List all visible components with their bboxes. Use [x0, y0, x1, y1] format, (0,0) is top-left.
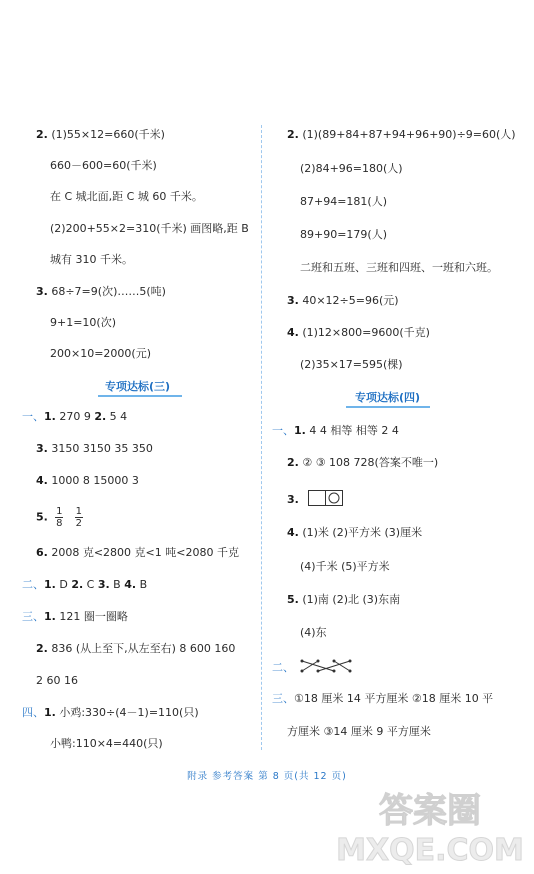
s3-row4: 5. $\frac{1}{8}$ $\frac{1}{2}$ [36, 506, 83, 529]
watermark-logo [330, 780, 530, 870]
r-q2-line4: 89+90=179(人) [300, 228, 388, 241]
column-divider [261, 125, 262, 750]
r-q4-line1: 4. (1)12×800=9600(千克) [287, 326, 430, 339]
q2-line4: (2)200+55×2=310(千米) 画图略,距 B [50, 222, 249, 235]
s3-row5: 6. 2008 克<2800 克<1 吨<2080 千克 [36, 546, 239, 559]
q2-line5: 城有 310 千米。 [50, 253, 133, 266]
q3-line1: 3. 68÷7=9(次)……5(吨) [36, 285, 166, 298]
s4-row1: 一、1. 4 4 相等 相等 2 4 [272, 424, 399, 437]
section-underline-4 [346, 406, 430, 408]
square-circle-figure [308, 490, 344, 510]
s4-row8: 二、 [272, 658, 354, 678]
section-underline-3 [98, 395, 182, 397]
matching-lines-figure [298, 658, 354, 678]
s3-row3: 4. 1000 8 15000 3 [36, 474, 139, 487]
s3-row6: 二、1. D 2. C 3. B 4. B [22, 578, 148, 591]
section-title-4: 专项达标(四) [355, 391, 421, 404]
s3-row11: 小鸭:110×4=440(只) [50, 737, 163, 750]
r-q2-line3: 87+94=181(人) [300, 195, 388, 208]
s3-row9: 2 60 16 [36, 674, 78, 687]
s3-row1: 一、1. 270 9 2. 5 4 [22, 410, 128, 423]
r-q2-line5: 二班和五班、三班和四班、一班和六班。 [300, 261, 498, 274]
r-q2-line1: 2. (1)(89+84+87+94+96+90)÷9=60(人) [287, 128, 516, 141]
s3-row7: 三、1. 121 圈一圈略 [22, 610, 128, 623]
page-footer: 附录 参考答案 第 8 页(共 12 页) [187, 771, 347, 782]
s4-row7: (4)东 [300, 626, 327, 639]
s3-row8: 2. 836 (从上至下,从左至右) 8 600 160 [36, 642, 236, 655]
q2-line3: 在 C 城北面,距 C 城 60 千米。 [50, 190, 203, 203]
s4-row6: 5. (1)南 (2)北 (3)东南 [287, 593, 401, 606]
s4-row5: (4)千米 (5)平方米 [300, 560, 390, 573]
s3-row2: 3. 3150 3150 35 350 [36, 442, 153, 455]
s4-row2: 2. ② ③ 108 728(答案不唯一) [287, 456, 439, 469]
svg-text:MXQE.COM: MXQE.COM [336, 833, 524, 868]
fraction-1-8: $\frac{1}{8}$ [56, 506, 63, 529]
section-title-3: 专项达标(三) [105, 380, 171, 393]
q2-line1: 2. (1)55×12=660(千米) [36, 128, 165, 141]
s3-row10: 四、1. 小鸡:330÷(4－1)=110(只) [22, 706, 199, 719]
q2-line2: 660－600=60(千米) [50, 159, 157, 172]
r-q4-line2: (2)35×17=595(棵) [300, 358, 403, 371]
r-q2-line2: (2)84+96=180(人) [300, 162, 403, 175]
r-q3: 3. 40×12÷5=96(元) [287, 294, 399, 307]
s4-row4: 4. (1)米 (2)平方米 (3)厘米 [287, 526, 423, 539]
q3-line3: 200×10=2000(元) [50, 347, 152, 360]
s4-row9: 三、①18 厘米 14 平方厘米 ②18 厘米 10 平 [272, 692, 494, 705]
fraction-1-2: $\frac{1}{2}$ [75, 506, 83, 529]
s4-row3: 3. [287, 490, 344, 510]
q3-line2: 9+1=10(次) [50, 316, 117, 329]
svg-text:答案圈: 答案圈 [379, 791, 481, 831]
s4-row10: 方厘米 ③14 厘米 9 平方厘米 [287, 725, 431, 738]
